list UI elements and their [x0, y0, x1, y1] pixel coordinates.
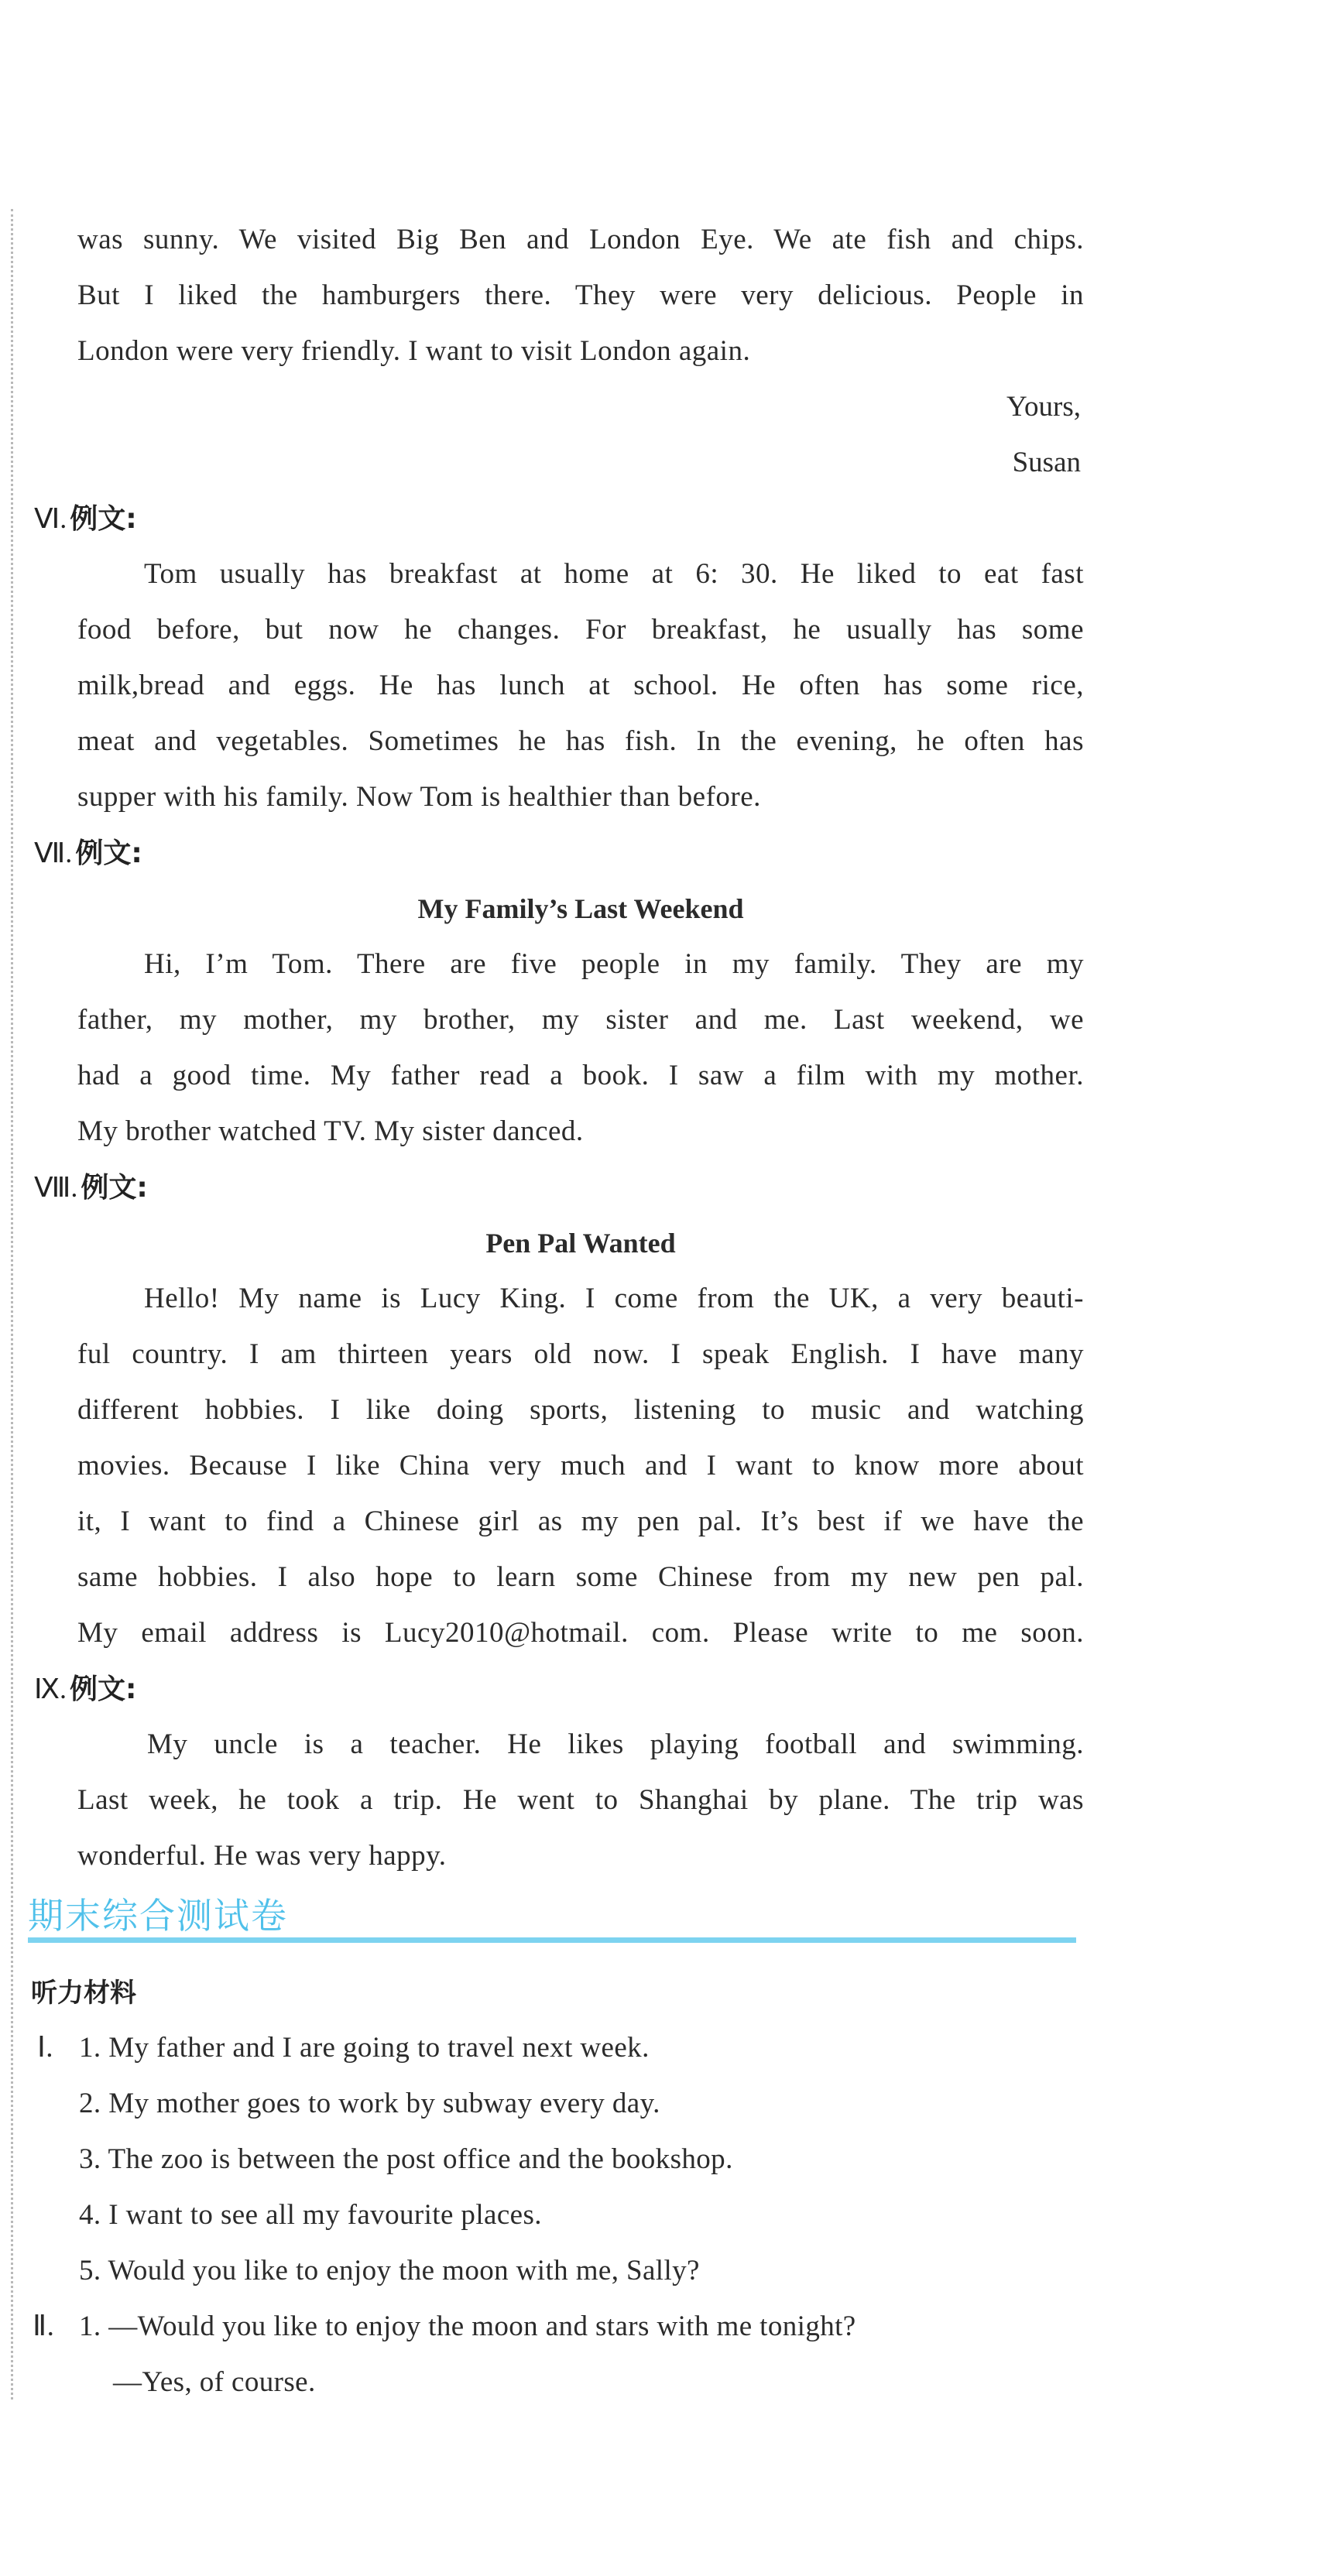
paragraph-line: meat and vegetables. Sometimes he has fish. In the evening, he often has — [77, 725, 1084, 757]
paragraph-line: Last week, he took a trip. He went to Shanghai by plane. The trip was — [77, 1784, 1084, 1816]
paragraph-line: had a good time. My father read a book. I saw a film with my mother. — [77, 1060, 1084, 1091]
section-numeral: Ⅷ. — [34, 1172, 78, 1203]
paragraph-line: different hobbies. I like doing sports, listening to music and watching — [77, 1394, 1084, 1426]
section-numeral: Ⅵ. — [34, 503, 67, 534]
section-9-label — [34, 1661, 136, 1718]
paragraph-line: My email address is Lucy2010@hotmail. com. Please write to me soon. — [77, 1617, 1084, 1649]
part-1-numeral: Ⅰ. — [37, 2032, 53, 2064]
section-8-label — [34, 1160, 148, 1216]
paragraph-line: same hobbies. I also hope to learn some Chinese from my new pen pal. — [77, 1561, 1084, 1593]
paragraph-line: ful country. I am thirteen years old now. I speak English. I have many — [77, 1338, 1084, 1370]
paragraph-line: Tom usually has breakfast at home at 6: 30. He liked to eat fast — [144, 558, 1084, 590]
paragraph-line: supper with his family. Now Tom is healthier than before. — [77, 781, 761, 813]
part-2-numeral: Ⅱ. — [33, 2311, 55, 2342]
listening-item: 4. I want to see all my favourite places. — [79, 2199, 542, 2231]
paragraph-line: was sunny. We visited Big Ben and London Eye. We ate fish and chips. — [77, 224, 1084, 255]
listening-item: 1. —Would you like to enjoy the moon and stars with me tonight? — [79, 2311, 856, 2342]
final-test-title: 期末综合测试卷 — [28, 1895, 288, 1937]
listening-item: 1. My father and I are going to travel next week. — [79, 2032, 650, 2064]
letter-closing: Yours, — [1006, 391, 1081, 423]
paragraph-line: My brother watched TV. My sister danced. — [77, 1115, 584, 1147]
paragraph-line: My uncle is a teacher. He likes playing football and swimming. — [147, 1728, 1084, 1760]
section-divider — [28, 1937, 1076, 1943]
section-6-label — [34, 491, 137, 547]
listening-material-title: 听力材料 — [31, 1978, 136, 2009]
section-label-text: 例文: — [75, 838, 142, 869]
paragraph-line: But I liked the hamburgers there. They were very delicious. People in — [77, 279, 1084, 311]
listening-item: 5. Would you like to enjoy the moon with me, Sally? — [79, 2255, 700, 2287]
section-label-text: 例文: — [70, 503, 137, 535]
binding-margin-line — [11, 209, 13, 2400]
paragraph-line: wonderful. He was very happy. — [77, 1840, 447, 1872]
letter-signature: Susan — [1012, 447, 1081, 478]
paragraph-line: Hello! My name is Lucy King. I come from the UK, a very beauti- — [144, 1283, 1084, 1314]
paragraph-line: London were very friendly. I want to visit London again. — [77, 335, 751, 367]
listening-item: 2. My mother goes to work by subway every day. — [79, 2088, 660, 2119]
paragraph-line: milk,bread and eggs. He has lunch at school. He often has some rice, — [77, 670, 1084, 701]
essay-title: My Family’s Last Weekend — [417, 893, 744, 924]
paragraph-line: Hi, I’m Tom. There are five people in my family. They are my — [144, 948, 1084, 980]
essay-title: Pen Pal Wanted — [485, 1228, 676, 1259]
paragraph-line: it, I want to find a Chinese girl as my pen pal. It’s best if we have the — [77, 1506, 1084, 1537]
section-label-text: 例文: — [70, 1673, 137, 1705]
paragraph-line: father, my mother, my brother, my sister and me. Last weekend, we — [77, 1004, 1084, 1036]
listening-item: —Yes, of course. — [113, 2366, 316, 2398]
section-7-label — [34, 825, 142, 882]
paragraph-line: movies. Because I like China very much and I want to know more about — [77, 1450, 1084, 1482]
listening-item: 3. The zoo is between the post office and the bookshop. — [79, 2143, 733, 2175]
section-label-text: 例文: — [81, 1172, 148, 1204]
section-numeral: Ⅸ. — [34, 1673, 67, 1704]
section-numeral: Ⅶ. — [34, 838, 73, 868]
paragraph-line: food before, but now he changes. For breakfast, he usually has some — [77, 614, 1084, 646]
